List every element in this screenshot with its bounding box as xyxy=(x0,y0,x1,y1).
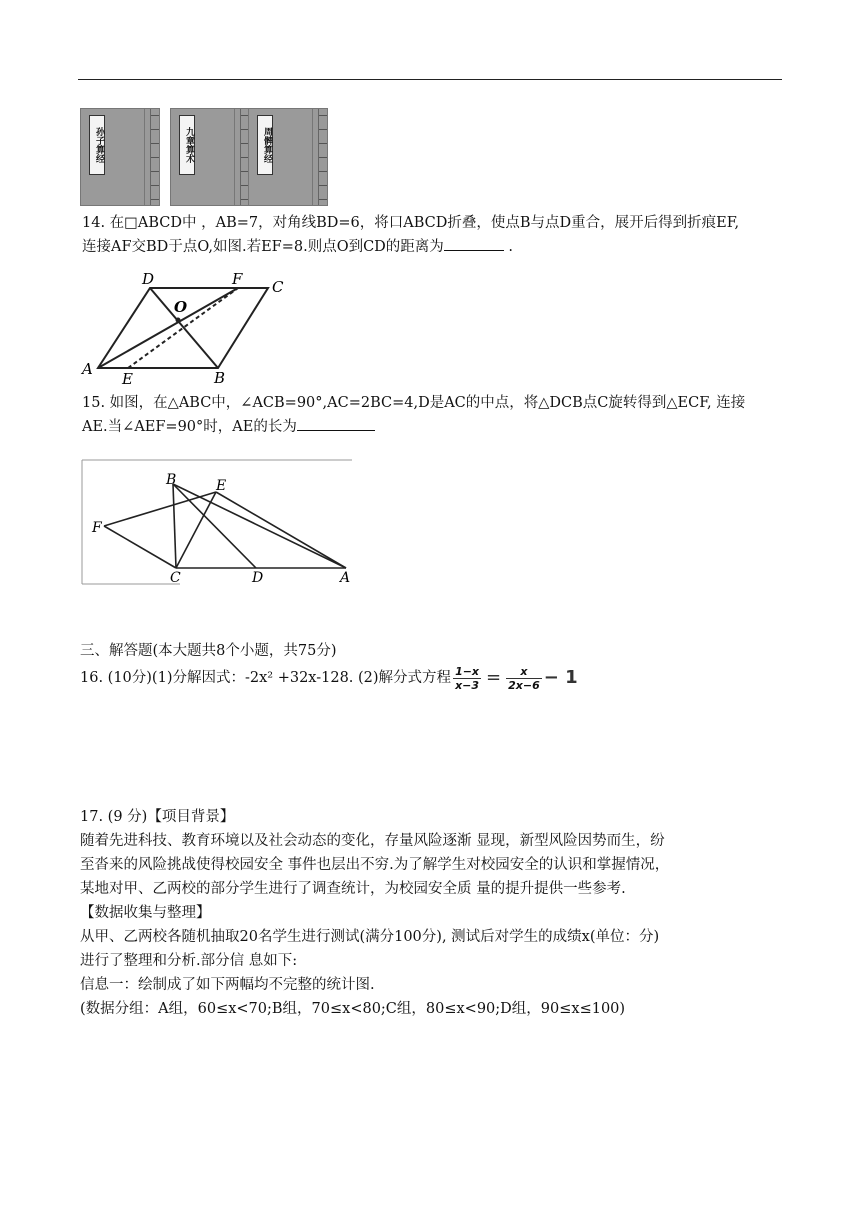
figure-rotated-triangles xyxy=(80,458,356,588)
segment-af xyxy=(98,288,238,368)
segment-ce xyxy=(176,492,216,568)
equals-sign: = xyxy=(486,667,502,688)
label-a: A xyxy=(82,360,93,378)
q16-line xyxy=(80,664,578,692)
q15-line1: 15. 如图，在△ABC中，∠ACB=90°,AC=2BC=4,D是AC的中点，将△DCB点C旋转得到△ECF, 连接 xyxy=(82,395,746,411)
label-c: C xyxy=(272,278,284,296)
fraction-2-denominator: 2x−6 xyxy=(508,678,540,692)
label-c: C xyxy=(170,570,181,586)
segment-bd xyxy=(173,484,256,568)
q17-line1: 17. (9 分)【项目背景】 xyxy=(80,809,235,825)
label-b: B xyxy=(166,472,177,488)
segment-ea xyxy=(216,492,346,568)
q17-line7: 进行了整理和分析.部分信 息如下: xyxy=(80,953,298,969)
label-e: E xyxy=(216,478,227,494)
label-e: E xyxy=(122,370,133,388)
q17-line8: 信息一：绘制成了如下两幅均不完整的统计图. xyxy=(80,977,375,993)
fraction-1 xyxy=(453,665,481,692)
book-title: 九章算术 xyxy=(179,115,195,175)
q15-line2 xyxy=(82,416,375,438)
q17-line5: 【数据收集与整理】 xyxy=(80,905,211,921)
header-rule xyxy=(78,79,782,80)
label-f: F xyxy=(232,270,243,288)
q14-line1: 14. 在□ABCD中 ，AB=7，对角线BD=6，将口ABCD折叠，使点B与点D重合，展开后得到折痕EF, xyxy=(82,215,740,231)
label-d: D xyxy=(142,270,155,288)
fraction-2-numerator: x xyxy=(506,665,542,679)
q17-line3: 至沓来的风险挑战使得校园安全 事件也层出不穷.为了解学生对校园安全的认识和掌握情况， xyxy=(80,857,670,873)
minus-one: − 1 xyxy=(543,667,578,688)
q14-line2-text: 连接AF交BD于点O,如图.若EF=8.则点O到CD的距离为 xyxy=(82,239,444,255)
label-o: O xyxy=(174,298,188,316)
point-o xyxy=(176,318,181,323)
fraction-1-numerator: 1−x xyxy=(455,664,480,678)
segment-cf xyxy=(104,526,176,568)
fraction-1-denominator: x−3 xyxy=(455,678,480,692)
section-heading: 三、解答题(本大题共8个小题，共75分) xyxy=(80,643,337,659)
answer-blank xyxy=(297,416,375,431)
book-image-sunzi xyxy=(80,108,160,206)
q15-line2-text: AE.当∠AEF=90°时，AE的长为 xyxy=(82,419,297,435)
segment-fe xyxy=(104,492,216,526)
book-image-jiuzhang xyxy=(170,108,250,206)
segment-bc xyxy=(173,484,176,568)
answer-blank xyxy=(444,236,504,251)
book-image-zhoubi xyxy=(248,108,328,206)
book-title: 孙子算经 xyxy=(89,115,105,175)
q17-line2: 随着先进科技、教育环境以及社会动态的变化，存量风险逐渐 显现，新型风险因势而生，纷 xyxy=(80,833,665,849)
label-b: B xyxy=(214,369,226,387)
q17-line9: (数据分组：A组，60≤x<70;B组，70≤x<80;C组，80≤x<90;D组，90≤x≤100) xyxy=(80,1001,626,1017)
q14-line2 xyxy=(82,236,513,258)
label-f: F xyxy=(92,520,102,536)
fraction-2 xyxy=(506,665,542,692)
label-d: D xyxy=(252,570,264,586)
book-title: 周髀算经 xyxy=(257,115,273,175)
figure-parallelogram xyxy=(78,270,298,388)
q14-line2-end: . xyxy=(503,239,514,255)
q16-text: 16. (10分)(1)分解因式：-2x² +32x-128. (2)解分式方程 xyxy=(80,670,452,686)
q17-line4: 某地对甲、乙两校的部分学生进行了调查统计，为校园安全质 量的提升提供一些参考. xyxy=(80,881,626,897)
q17-line6: 从甲、乙两校各随机抽取20名学生进行测试(满分100分), 测试后对学生的成绩x(单位：分) xyxy=(80,929,660,945)
label-a: A xyxy=(340,570,351,586)
